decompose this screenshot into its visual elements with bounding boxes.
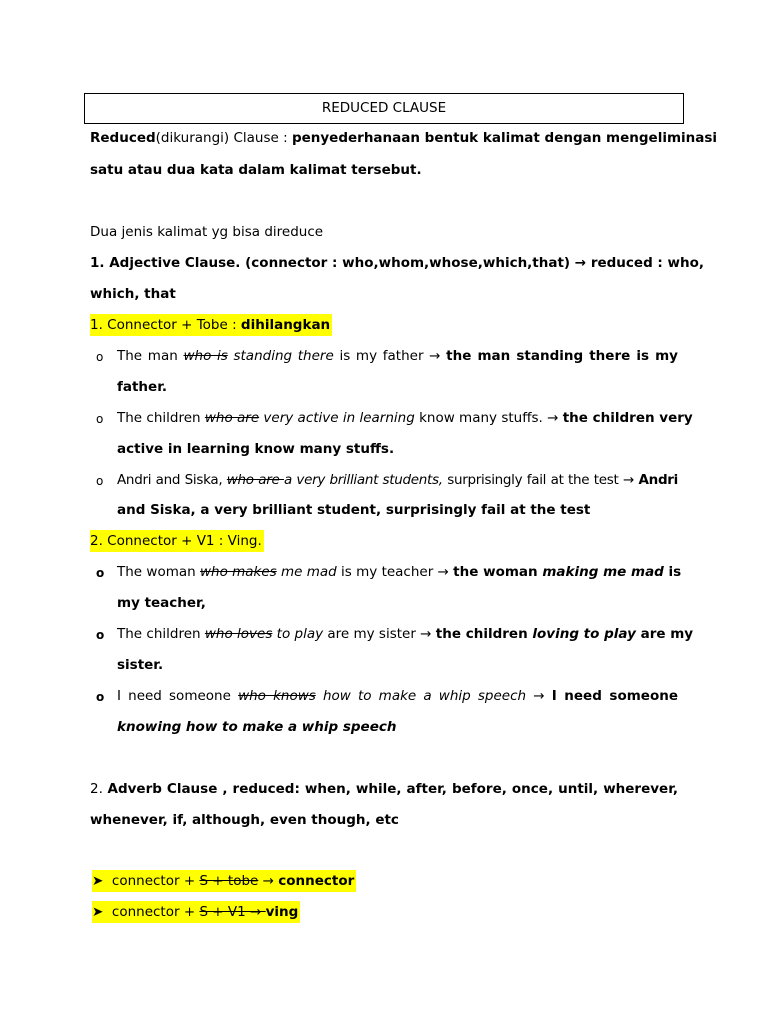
section2-num: 2. [90, 781, 108, 797]
ex5-a: The children [117, 626, 205, 642]
ex2-b: know many stuffs. → [414, 410, 563, 426]
bullet-circle-icon: o [96, 412, 104, 426]
ex4-bold: the woman [453, 564, 543, 580]
types-intro [90, 222, 678, 242]
ex4-italic: me mad [276, 564, 337, 580]
ex5-bold2: are my [635, 626, 694, 642]
rule1-bold: dihilangkan [240, 317, 331, 333]
ex3-line2: and Siska, a very brilliant student, surprisingly fail at the test [117, 502, 591, 518]
arrow-bullet-icon: ➤ [92, 904, 112, 920]
ex4-b: is my teacher → [336, 564, 454, 580]
example-6-line-1 [117, 686, 678, 706]
adv-rule2-bold: ving [265, 904, 299, 920]
ex1-italic: standing there [227, 348, 334, 364]
rule2-highlight [90, 530, 264, 552]
ex4-bold-italic: making me mad [542, 564, 664, 580]
ex4-line2: my teacher, [117, 595, 206, 611]
example-6-line-2 [117, 717, 678, 737]
ex3-strike: who are [226, 472, 284, 488]
section2-heading-text-2: whenever, if, although, even though, etc [90, 812, 399, 828]
adv-rule1-b: → [258, 873, 279, 889]
example-5-line-2 [117, 655, 678, 675]
ex3-a: Andri and Siska, [117, 472, 227, 488]
ex2-line2: active in learning know many stuffs. [117, 441, 395, 457]
example-2-line-1 [117, 408, 693, 428]
adv-rule1-strike: S + tobe [199, 873, 259, 889]
ex5-strike: who loves [204, 626, 273, 642]
adverb-rule-1 [92, 870, 356, 892]
bullet-circle-icon: o [96, 628, 105, 642]
example-5-line-1 [117, 624, 694, 644]
section1-heading-1 [90, 253, 705, 273]
ex4-bold2: is [663, 564, 682, 580]
intro-clause: Clause : [229, 130, 292, 146]
adv-rule2-a: connector + [111, 904, 200, 920]
ex3-bold: Andri [638, 472, 678, 488]
intro-line-1 [90, 128, 718, 148]
section2-heading-2 [90, 810, 678, 830]
ex2-italic: very active in learning [259, 410, 415, 426]
ex3-b: surprisingly fail at the test → [442, 472, 639, 488]
bullet-circle-icon: o [96, 690, 105, 704]
ex5-bold-italic: loving to play [532, 626, 636, 642]
ex6-a: I need someone [117, 688, 239, 704]
ex2-strike: who are [204, 410, 260, 426]
rule2-label: 2. Connector + V1 : Ving. [90, 533, 262, 549]
rule1-highlight [90, 314, 332, 336]
example-1-line-1 [117, 346, 678, 366]
bullet-circle-icon: o [96, 566, 105, 580]
ex1-line2: father. [117, 379, 168, 395]
ex6-bold: I need someone [551, 688, 678, 704]
intro-paren: (dikurangi) [155, 130, 230, 146]
ex1-a: The man [117, 348, 184, 364]
ex2-a: The children [117, 410, 205, 426]
example-4-line-2 [117, 593, 678, 613]
ex6-italic: how to make a whip speech [315, 688, 527, 704]
ex5-italic: to play [272, 626, 324, 642]
ex5-line2: sister. [117, 657, 164, 673]
adv-rule2-strike: S + V1 → [199, 904, 266, 920]
ex5-bold: the children [435, 626, 533, 642]
ex6-b: → [526, 688, 552, 704]
intro-term: Reduced [90, 130, 156, 146]
adv-rule1-bold: connector [278, 873, 355, 889]
rule1-label: 1. Connector + Tobe : [90, 317, 241, 333]
intro-def-2: satu atau dua kata dalam kalimat tersebut. [90, 162, 422, 178]
section1-heading-text-2: which, that [90, 286, 176, 302]
ex5-b: are my sister → [323, 626, 436, 642]
intro-def-1: penyederhanaan bentuk kalimat dengan mengeliminasi [291, 130, 718, 146]
arrow-bullet-icon: ➤ [92, 873, 112, 889]
bullet-circle-icon: o [96, 474, 104, 488]
ex1-bold: the man standing there is my [446, 348, 678, 364]
types-intro-text: Dua jenis kalimat yg bisa direduce [90, 224, 324, 240]
bullet-circle-icon: o [96, 350, 104, 364]
ex1-b: is my father → [333, 348, 447, 364]
section1-heading-2 [90, 284, 678, 304]
ex2-bold: the children very [562, 410, 693, 426]
example-1-line-2 [117, 377, 678, 397]
ex4-a: The woman [117, 564, 200, 580]
ex6-line2: knowing how to make a whip speech [117, 719, 397, 735]
section1-heading-text-1: 1. Adjective Clause. (connector : who,whom,whose,which,that) → reduced : who, [90, 255, 705, 271]
adverb-rule-2 [92, 901, 300, 923]
ex6-strike: who knows [238, 688, 316, 704]
intro-line-2 [90, 160, 678, 180]
example-3-line-2 [117, 500, 678, 520]
example-3-line-1 [117, 470, 678, 490]
section2-heading-text-1: Adverb Clause , reduced: when, while, after, before, once, until, wherever, [107, 781, 678, 797]
page-title: REDUCED CLAUSE [321, 100, 447, 116]
section2-heading-1 [90, 779, 678, 799]
example-2-line-2 [117, 439, 678, 459]
ex4-strike: who makes [199, 564, 277, 580]
adv-rule1-a: connector + [111, 873, 200, 889]
ex1-strike: who is [183, 348, 228, 364]
example-4-line-1 [117, 562, 682, 582]
ex3-italic: a very brilliant students, [283, 472, 443, 488]
title-box [84, 93, 684, 124]
